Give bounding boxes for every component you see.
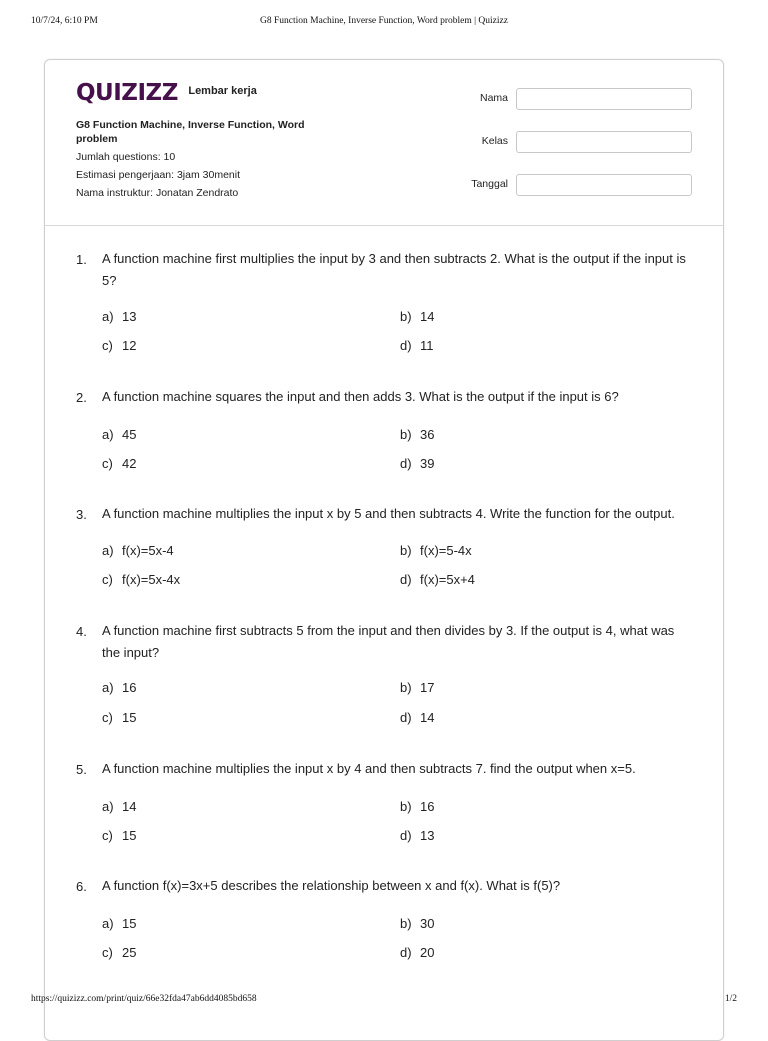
question-text: A function machine squares the input and then adds 3. What is the output if the input is 6? xyxy=(102,389,619,404)
option-c: c) 15 xyxy=(102,710,137,725)
option-b: b) 14 xyxy=(400,309,435,324)
tanggal-label: Tanggal xyxy=(471,178,508,190)
option-d: d) 39 xyxy=(400,456,435,471)
question-text: A function machine first subtracts 5 from the input and then divides by 3. If the output is 4, what was the input? xyxy=(102,623,675,660)
print-datetime: 10/7/24, 6:10 PM xyxy=(31,16,98,26)
quizizz-logo: QUIZIZZ xyxy=(76,80,178,106)
print-url: https://quizizz.com/print/quiz/66e32fda47ab6dd4085bd658 xyxy=(31,994,257,1004)
option-d: d) f(x)=5x+4 xyxy=(400,572,475,587)
question-number: 3. xyxy=(76,507,87,522)
question-number: 4. xyxy=(76,624,87,639)
option-c: c) f(x)=5x-4x xyxy=(102,572,181,587)
question-text: A function machine first multiplies the input by 3 and then subtracts 2. What is the output if the input is 5? xyxy=(102,251,686,288)
time-estimate: Estimasi pengerjaan: 3jam 30menit xyxy=(76,169,241,181)
kelas-label: Kelas xyxy=(481,135,508,147)
option-d: d) 13 xyxy=(400,828,435,843)
option-a: a) 16 xyxy=(102,680,137,695)
option-b: b) 36 xyxy=(400,427,435,442)
option-d: d) 20 xyxy=(400,945,435,960)
tanggal-field[interactable] xyxy=(516,174,692,196)
option-c: c) 42 xyxy=(102,456,137,471)
quiz-title: G8 Function Machine, Inverse Function, Word problem xyxy=(76,119,305,145)
question-number: 6. xyxy=(76,879,87,894)
option-a: a) 15 xyxy=(102,916,137,931)
print-page-title: G8 Function Machine, Inverse Function, Word problem | Quizizz xyxy=(260,16,508,26)
nama-field[interactable] xyxy=(516,88,692,110)
nama-label: Nama xyxy=(479,92,508,104)
option-a: a) f(x)=5x-4 xyxy=(102,543,174,558)
question-number: 5. xyxy=(76,762,87,777)
option-a: a) 13 xyxy=(102,309,137,324)
question-text: A function f(x)=3x+5 describes the relationship between x and f(x). What is f(5)? xyxy=(102,878,561,893)
question-number: 2. xyxy=(76,390,87,405)
worksheet-tag: Lembar kerja xyxy=(188,85,257,97)
question-number: 1. xyxy=(76,252,87,267)
option-d: d) 11 xyxy=(400,338,434,353)
question-count: Jumlah questions: 10 xyxy=(76,151,176,163)
option-d: d) 14 xyxy=(400,710,435,725)
option-a: a) 45 xyxy=(102,427,137,442)
question-text: A function machine multiplies the input x by 5 and then subtracts 4. Write the function for the output. xyxy=(102,506,675,521)
option-a: a) 14 xyxy=(102,799,137,814)
option-b: b) 30 xyxy=(400,916,435,931)
print-footer xyxy=(0,994,768,1010)
option-c: c) 25 xyxy=(102,945,137,960)
brand xyxy=(76,80,257,108)
option-b: b) 16 xyxy=(400,799,435,814)
option-c: c) 15 xyxy=(102,828,137,843)
worksheet xyxy=(44,59,724,1041)
option-b: b) f(x)=5-4x xyxy=(400,543,472,558)
option-c: c) 12 xyxy=(102,338,137,353)
option-b: b) 17 xyxy=(400,680,435,695)
question-text: A function machine multiplies the input x by 4 and then subtracts 7. find the output when x=5. xyxy=(102,761,636,776)
instructor-name: Nama instruktur: Jonatan Zendrato xyxy=(76,187,239,199)
kelas-field[interactable] xyxy=(516,131,692,153)
print-header xyxy=(0,16,768,32)
worksheet-header xyxy=(45,60,723,226)
page-number: 1/2 xyxy=(724,994,737,1004)
